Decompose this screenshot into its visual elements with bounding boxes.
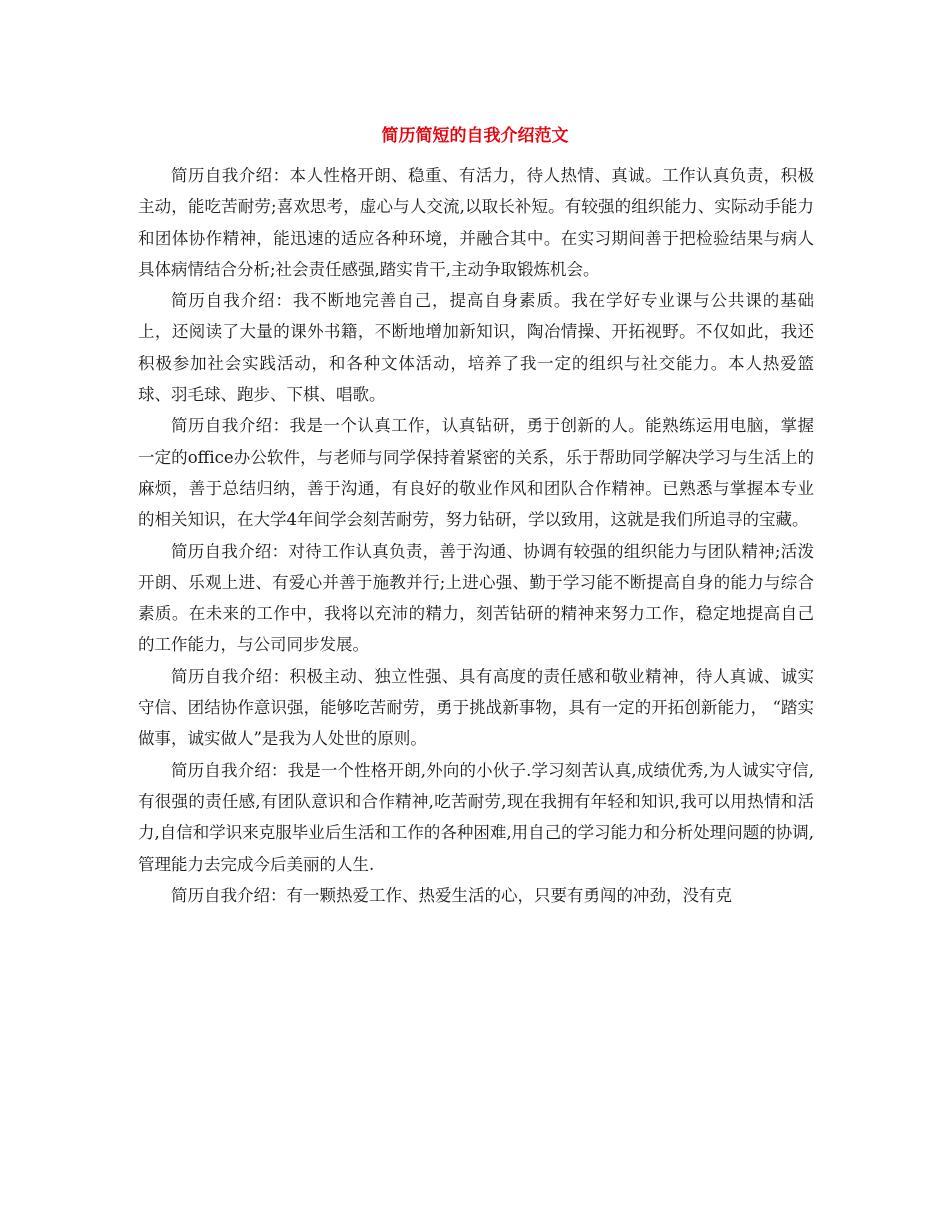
paragraph-1: 简历自我介绍：本人性格开朗、稳重、有活力，待人热情、真诚。工作认真负责，积极主动，能吃苦耐劳;喜欢思考，虚心与人交流,以取长补短。有较强的组织能力、实际动手能力和团体协作精神，能迅速的适应各种环境，并融合其中。在实习期间善于把检验结果与病人具体病情结合分析;社会责任感强,踏实肯干,主动争取锻炼机会。 (138, 166, 814, 279)
paragraph-2: 简历自我介绍：我不断地完善自己，提高自身素质。我在学好专业课与公共课的基础上，还阅读了大量的课外书籍，不断地增加新知识，陶冶情操、开拓视野。不仅如此，我还积极参加社会实践活动，和各种文体活动，培养了我一定的组织与社交能力。本人热爱篮球、羽毛球、跑步、下棋、唱歌。 (138, 291, 814, 405)
paragraph-4: 简历自我介绍：对待工作认真负责，善于沟通、协调有较强的组织能力与团队精神;活泼开朗、乐观上进、有爱心并善于施教并行;上进心强、勤于学习能不断提高自身的能力与综合素质。在未来的工作中，我将以充沛的精力，刻苦钻研的精神来努力工作，稳定地提高自己的工作能力，与公司同步发展。 (138, 541, 814, 655)
document-body (138, 160, 814, 911)
paragraph-5: 简历自我介绍：积极主动、独立性强、具有高度的责任感和敬业精神，待人真诚、诚实守信、团结协作意识强，能够吃苦耐劳，勇于挑战新事物，具有一定的开拓创新能力， “踏实做事，诚实做人”是我为人处世的原则。 (138, 666, 814, 749)
document-title: 简历简短的自我介绍范文 (381, 126, 569, 146)
paragraph-7: 简历自我介绍：有一颗热爱工作、热爱生活的心，只要有勇闯的冲劲，没有克 (171, 885, 732, 905)
paragraph-6: 简历自我介绍：我是一个性格开朗,外向的小伙子.学习刻苦认真,成绩优秀,为人诚实守信,有很强的责任感,有团队意识和合作精神,吃苦耐劳,现在我拥有年轻和知识,我可以用热情和活力,自信和学识来克服毕业后生活和工作的各种困难,用自己的学习能力和分析处理问题的协调,管理能力去完成今后美丽的人生. (138, 760, 814, 874)
paragraph-3: 简历自我介绍：我是一个认真工作，认真钻研，勇于创新的人。能熟练运用电脑，掌握一定的office办公软件，与老师与同学保持着紧密的关系，乐于帮助同学解决学习与生活上的麻烦，善于总结归纳，善于沟通，有良好的敬业作风和团队合作精神。已熟悉与掌握本专业的相关知识，在大学4年间学会刻苦耐劳，努力钻研，学以致用，这就是我们所追寻的宝藏。 (138, 416, 814, 530)
